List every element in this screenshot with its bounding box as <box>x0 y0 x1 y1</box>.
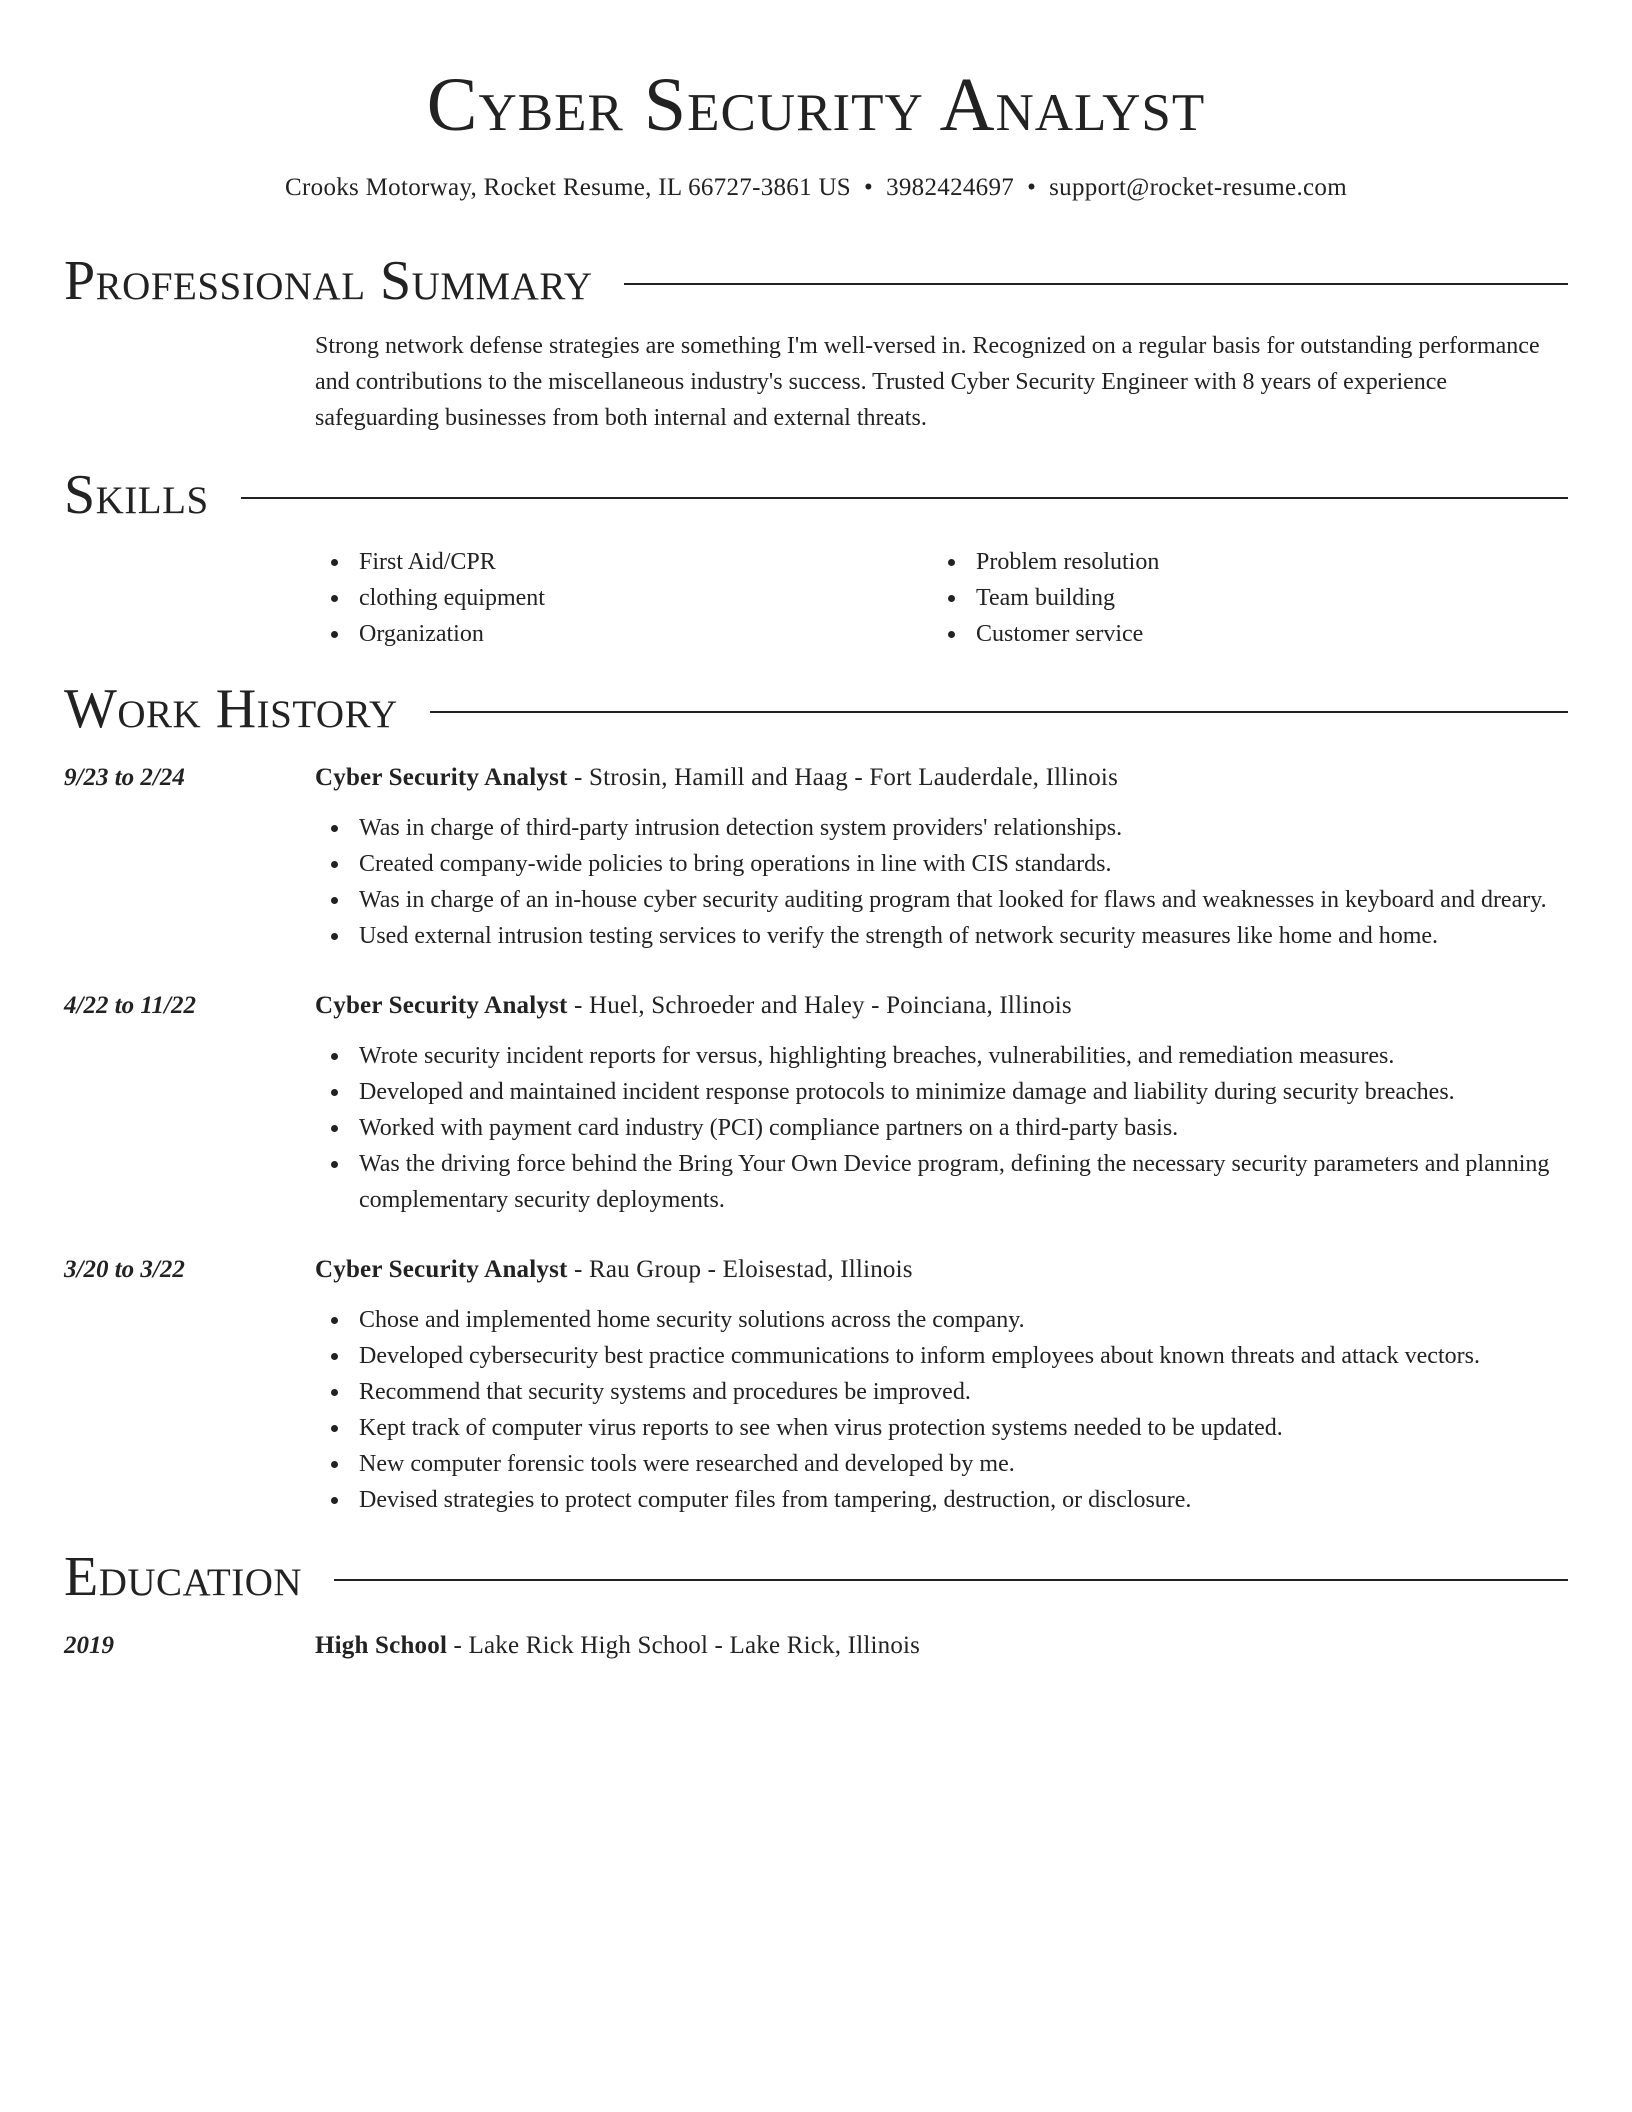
education-school: - Lake Rick High School - Lake Rick, Illinois <box>447 1632 921 1659</box>
job-bullet: New computer forensic tools were researched and developed by me. <box>315 1446 1568 1482</box>
contact-separator: • <box>1027 174 1037 201</box>
job-header <box>64 1252 1568 1288</box>
skills-column-left <box>315 544 932 652</box>
job-employer: - Strosin, Hamill and Haag - Fort Lauderdale, Illinois <box>567 764 1119 791</box>
job-dates: 3/20 to 3/22 <box>64 1256 185 1283</box>
job-title: Cyber Security Analyst <box>315 992 568 1019</box>
job-entry <box>64 1252 1568 1518</box>
skills-column-right <box>932 544 1549 652</box>
skill-item: Organization <box>315 616 932 652</box>
skills-section-header <box>64 462 1568 528</box>
contact-phone: 3982424697 <box>886 174 1015 201</box>
education-header <box>64 1628 1568 1664</box>
skill-item: First Aid/CPR <box>315 544 932 580</box>
job-bullet: Was the driving force behind the Bring Your Own Device program, defining the necessary security parameters and planning complementary security deployments. <box>315 1146 1568 1218</box>
job-headline <box>315 760 1118 796</box>
job-bullet: Used external intrusion testing services to verify the strength of network security measures like home and home. <box>315 918 1568 954</box>
job-header <box>64 988 1568 1024</box>
job-bullet: Developed cybersecurity best practice communications to inform employees about known threats and attack vectors. <box>315 1338 1568 1374</box>
job-bullet: Recommend that security systems and procedures be improved. <box>315 1374 1568 1410</box>
job-bullet: Was in charge of an in-house cyber security auditing program that looked for flaws and weaknesses in keyboard and dreary. <box>315 882 1568 918</box>
job-entry <box>64 760 1568 954</box>
section-divider <box>430 711 1568 713</box>
job-bullet: Developed and maintained incident response protocols to minimize damage and liability during security breaches. <box>315 1074 1568 1110</box>
job-bullet: Kept track of computer virus reports to see when virus protection systems needed to be updated. <box>315 1410 1568 1446</box>
skill-item: Customer service <box>932 616 1549 652</box>
job-bullet: Chose and implemented home security solutions across the company. <box>315 1302 1568 1338</box>
job-bullets <box>315 1038 1568 1218</box>
section-divider <box>241 497 1568 499</box>
job-employer: - Rau Group - Eloisestad, Illinois <box>567 1256 913 1283</box>
contact-separator: • <box>864 174 874 201</box>
education-section-header <box>64 1544 1568 1610</box>
summary-text: Strong network defense strategies are something I'm well-versed in. Recognized on a regular basis for outstanding performance and contributions to the miscellaneous industry's success. Trusted Cyber Security Engineer with 8 years of experience safeguarding businesses from both internal and external threats. <box>315 333 1540 431</box>
skill-item: clothing equipment <box>315 580 932 616</box>
job-bullet: Worked with payment card industry (PCI) compliance partners on a third-party basis. <box>315 1110 1568 1146</box>
summary-section-header <box>64 248 1568 314</box>
job-bullets <box>315 1302 1568 1518</box>
summary-heading: Professional Summary <box>64 250 593 312</box>
job-title: Cyber Security Analyst <box>315 1256 568 1283</box>
job-bullets <box>315 810 1568 954</box>
skill-item: Team building <box>932 580 1549 616</box>
education-degree: High School <box>315 1632 448 1659</box>
skills-heading: Skills <box>64 464 209 526</box>
job-headline <box>315 1252 913 1288</box>
job-title: Cyber Security Analyst <box>315 764 568 791</box>
contact-address: Crooks Motorway, Rocket Resume, IL 66727-3861 US <box>285 174 852 201</box>
education-headline <box>315 1628 920 1664</box>
contact-email: support@rocket-resume.com <box>1049 174 1347 201</box>
education-year: 2019 <box>64 1632 114 1659</box>
job-dates: 4/22 to 11/22 <box>64 992 196 1019</box>
job-entry <box>64 988 1568 1218</box>
job-bullet: Wrote security incident reports for versus, highlighting breaches, vulnerabilities, and remediation measures. <box>315 1038 1568 1074</box>
job-bullet: Was in charge of third-party intrusion detection system providers' relationships. <box>315 810 1568 846</box>
education-heading: Education <box>64 1546 303 1608</box>
work-section-header <box>64 676 1568 742</box>
job-header <box>64 760 1568 796</box>
skill-item: Problem resolution <box>932 544 1549 580</box>
job-employer: - Huel, Schroeder and Haley - Poinciana, Illinois <box>567 992 1072 1019</box>
skills-list <box>315 544 1568 652</box>
education-entry <box>64 1628 1568 1664</box>
work-heading: Work History <box>64 678 398 740</box>
section-divider <box>334 1579 1568 1581</box>
job-bullet: Devised strategies to protect computer files from tampering, destruction, or disclosure. <box>315 1482 1568 1518</box>
resume-page <box>64 0 1568 1664</box>
job-headline <box>315 988 1072 1024</box>
section-divider <box>624 283 1568 285</box>
contact-line <box>64 172 1568 204</box>
resume-title: Cyber Security Analyst <box>426 63 1206 147</box>
job-bullet: Created company-wide policies to bring operations in line with CIS standards. <box>315 846 1568 882</box>
job-dates: 9/23 to 2/24 <box>64 764 185 791</box>
